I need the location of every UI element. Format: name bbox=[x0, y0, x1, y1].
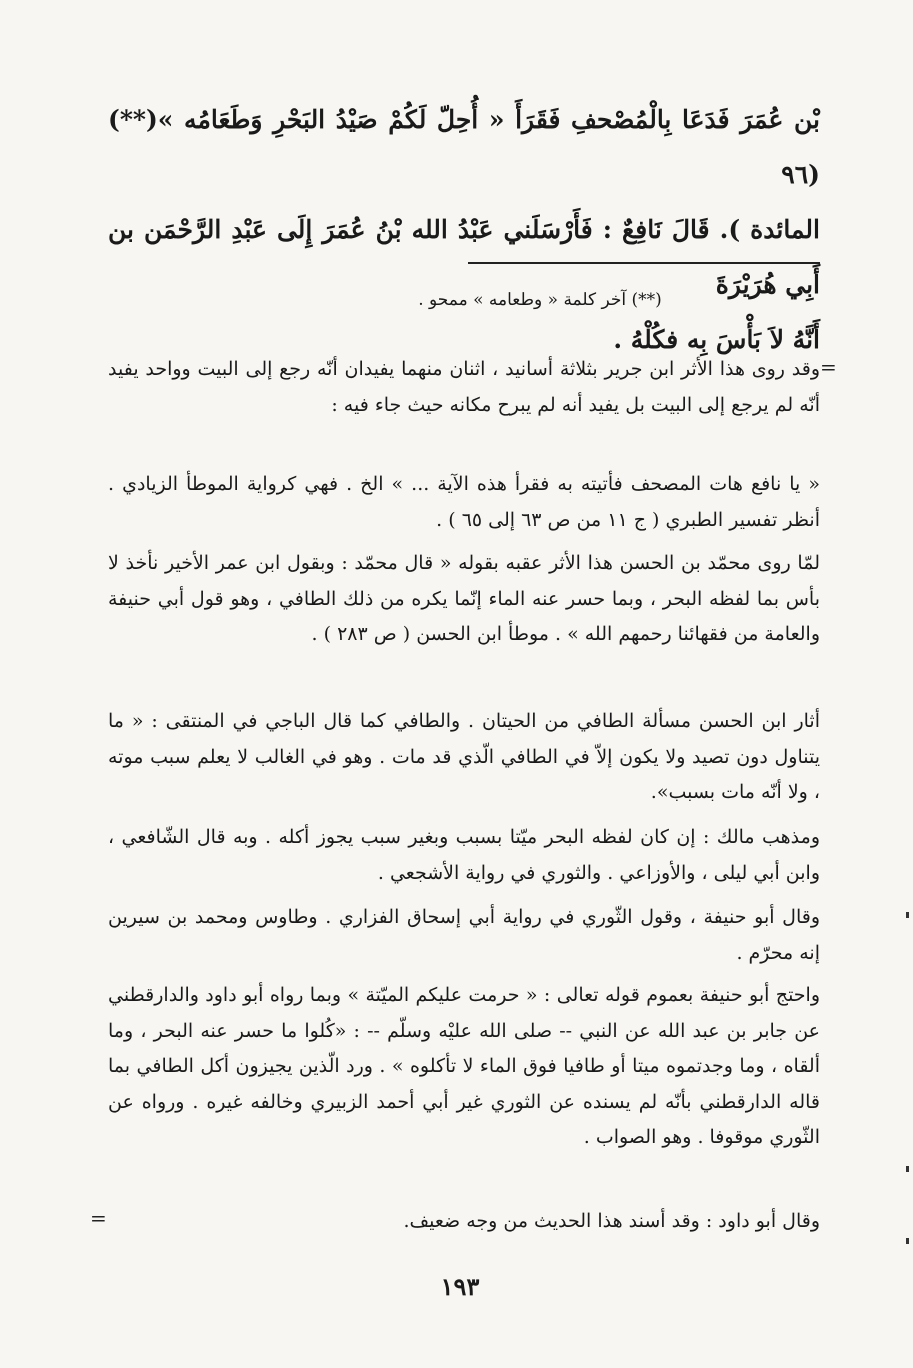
commentary-paragraph bbox=[108, 820, 820, 891]
commentary-text: لمّا روى محمّد بن الحسن هذا الأثر عقبه بقوله « قال محمّد : وبقول ابن عمر الأخير نأخذ لا بأس بما لفظه البحر ، وبما حسر عنه الماء إنّما يكره من ذلك الطافي ، وهو قول أبي حنيفة والعامة من فقهائنا رحمهم الله » . موطأ ابن الحسن ( ص ٢٨٣ ) . bbox=[108, 552, 820, 645]
continuation-mark: = bbox=[90, 1206, 107, 1230]
commentary-paragraph bbox=[108, 704, 820, 811]
margin-speck bbox=[906, 1166, 909, 1172]
commentary-text: وقال أبو داود : وقد أسند هذا الحديث من وجه ضعيف. bbox=[403, 1210, 820, 1232]
main-text-block bbox=[108, 92, 820, 367]
commentary-paragraph bbox=[108, 352, 820, 423]
commentary-text: وقد روى هذا الأثر ابن جرير بثلاثة أسانيد ، اثنان منهما يفيدان أنّه رجع إلى البيت وواحد يفيد أنّه لم يرجع إلى البيت بل يفيد أنه لم يبرح مكانه حيث جاء فيه : bbox=[108, 358, 820, 416]
continuation-mark: = bbox=[820, 355, 837, 379]
main-text-line: المائدة ). قَالَ نَافِعٌ : فَأَرْسَلَني عَبْدُ الله بْنُ عُمَرَ إِلَى عَبْدِ الرَّحْمَن بن أَبِي هُرَيْرَةَ bbox=[108, 215, 820, 299]
margin-speck bbox=[906, 1238, 909, 1244]
commentary-text: « يا نافع هات المصحف فأتيته به فقرأ هذه الآية ... » الخ . فهي كرواية الموطأ الزيادي . أنظر تفسير الطبري ( ج ١١ من ص ٦٣ إلى ٦٥ ) . bbox=[108, 473, 820, 531]
commentary-paragraph bbox=[108, 467, 820, 538]
commentary-text: وقال أبو حنيفة ، وقول الثّوري في رواية أبي إسحاق الفزاري . وطاوس ومحمد بن سيرين إنه محرّم . bbox=[108, 906, 820, 964]
margin-speck bbox=[906, 912, 909, 918]
main-text-line: بْن عُمَرَ فَدَعَا بِالْمُصْحفِ فَقَرَأَ « أُحِلّ لَكُمْ صَيْدُ البَحْرِ وَطَعَامُه »(**) (٩٦ bbox=[108, 105, 820, 189]
footnote: (**) آخر كلمة « وطعامه » ممحو . bbox=[418, 290, 662, 310]
commentary-text: ومذهب مالك : إن كان لفظه البحر ميّتا بسبب وبغير سبب يجوز أكله . وبه قال الشّافعي ، وابن أبي ليلى ، والأوزاعي . والثوري في رواية الأشجعي . bbox=[108, 826, 820, 884]
main-text-line: أَنَّهُ لاَ بَأْسَ بِه فكُلْهُ . bbox=[613, 325, 820, 354]
commentary-text: واحتج أبو حنيفة بعموم قوله تعالى : « حرمت عليكم الميّتة » وبما رواه أبو داود والدارقطني عن جابر بن عبد الله عن النبي -- صلى الله عليْه وسلّم -- : «كُلوا ما حسر عنه البحر ، وما ألقاه ، وما وجدتموه ميتا أو طافيا فوق الماء لا تأكلوه » . ورد الّذين يجيزون أكل الطافي بما قاله الدارقطني بأنّه لم يسنده عن الثوري غير أبي أحمد الزبيري وخالفه غيره . ورواه عن الثّوري موقوفا . وهو الصواب . bbox=[108, 984, 821, 1148]
page-number: ١٩٣ bbox=[440, 1272, 480, 1301]
footnote-separator bbox=[468, 262, 820, 264]
commentary-text: أثار ابن الحسن مسألة الطافي من الحيتان . والطافي كما قال الباجي في المنتقى : « ما يتناول دون تصيد ولا يكون إلاّ في الطافي الّذي قد مات . وهو في الغالب لا يعلم سبب موته ، ولا أنّه مات بسبب». bbox=[108, 710, 820, 803]
commentary-paragraph bbox=[108, 1204, 820, 1240]
commentary-paragraph bbox=[108, 978, 820, 1156]
commentary-paragraph bbox=[108, 900, 820, 971]
commentary-paragraph bbox=[108, 546, 820, 653]
